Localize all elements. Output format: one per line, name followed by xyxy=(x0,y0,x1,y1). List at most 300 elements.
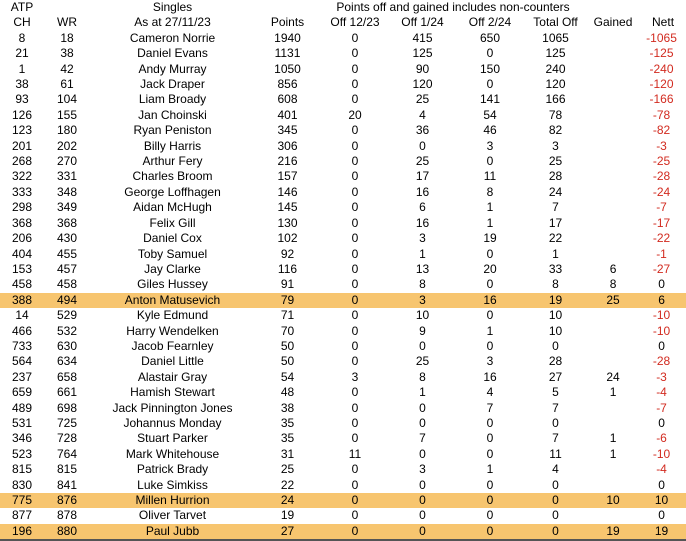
cell-career-high[interactable]: 93 xyxy=(15,92,29,107)
cell-off-1-24[interactable]: 0 xyxy=(419,400,426,415)
cell-off-2-24[interactable]: 0 xyxy=(486,154,494,169)
cell-off-1-24[interactable]: 125 xyxy=(412,46,433,61)
cell-off-1-24[interactable]: 25 xyxy=(415,354,430,369)
cell-off-1-24[interactable]: 4 xyxy=(419,107,426,122)
cell-off-12-23[interactable]: 0 xyxy=(351,400,359,415)
cell-career-high[interactable]: 126 xyxy=(11,107,33,122)
cell-points[interactable]: 1131 xyxy=(274,46,301,61)
cell-career-high[interactable]: 123 xyxy=(11,123,33,138)
cell-points[interactable]: 216 xyxy=(277,154,298,169)
cell-career-high[interactable]: 21 xyxy=(15,46,29,61)
cell-points[interactable]: 48 xyxy=(280,385,295,400)
cell-points[interactable]: 27 xyxy=(255,524,320,540)
cell-player-name[interactable]: Ryan Peniston xyxy=(133,123,212,138)
cell-points[interactable]: 345 xyxy=(277,123,298,138)
cell-off-12-23[interactable]: 0 xyxy=(351,200,359,215)
cell-off-2-24[interactable]: 1 xyxy=(486,462,494,477)
header-nett[interactable]: Nett xyxy=(652,15,675,30)
header-off-12-23[interactable]: Off 12/23 xyxy=(330,15,380,30)
cell-off-1-24[interactable]: 120 xyxy=(412,77,433,92)
cell-gained[interactable]: 24 xyxy=(606,369,620,384)
cell-total-off[interactable]: 1 xyxy=(552,246,559,261)
cell-gained[interactable]: 10 xyxy=(586,493,640,508)
cell-off-2-24[interactable]: 0 xyxy=(455,524,525,540)
cell-player-name[interactable]: Jacob Fearnley xyxy=(131,338,214,353)
cell-off-2-24[interactable]: 1 xyxy=(486,215,494,230)
cell-nett[interactable]: -120 xyxy=(649,77,674,92)
cell-player-name[interactable]: Luke Simkiss xyxy=(137,477,208,492)
cell-off-2-24[interactable]: 0 xyxy=(486,415,494,430)
cell-nett[interactable]: -4 xyxy=(656,385,667,400)
cell-world-ranking[interactable]: 529 xyxy=(56,308,78,323)
cell-total-off[interactable]: 17 xyxy=(548,215,563,230)
cell-career-high[interactable]: 733 xyxy=(11,338,33,353)
cell-off-12-23[interactable]: 0 xyxy=(351,46,359,61)
cell-world-ranking[interactable]: 815 xyxy=(56,462,78,477)
cell-player-name[interactable]: Daniel Evans xyxy=(137,46,208,61)
header-off-2-24[interactable]: Off 2/24 xyxy=(468,15,512,30)
cell-career-high[interactable]: 659 xyxy=(11,385,33,400)
cell-career-high[interactable]: 298 xyxy=(11,200,33,215)
cell-nett[interactable]: -10 xyxy=(652,323,671,338)
cell-points[interactable]: 856 xyxy=(277,77,298,92)
cell-gained[interactable]: 6 xyxy=(609,261,617,276)
cell-nett[interactable]: -82 xyxy=(652,123,671,138)
cell-nett[interactable]: -17 xyxy=(652,215,671,230)
cell-off-12-23[interactable]: 0 xyxy=(351,308,359,323)
cell-nett[interactable]: -6 xyxy=(656,431,667,446)
cell-gained[interactable] xyxy=(586,139,640,154)
cell-gained[interactable] xyxy=(586,308,640,323)
cell-off-12-23[interactable]: 0 xyxy=(351,338,359,353)
cell-off-1-24[interactable]: 415 xyxy=(412,30,433,45)
cell-total-off[interactable]: 120 xyxy=(545,77,566,92)
cell-career-high[interactable]: 564 xyxy=(11,354,33,369)
cell-player-name[interactable]: Daniel Cox xyxy=(143,231,202,246)
cell-world-ranking[interactable]: 155 xyxy=(56,107,78,122)
cell-nett[interactable]: 19 xyxy=(640,524,686,540)
cell-off-1-24[interactable]: 90 xyxy=(415,61,430,76)
cell-points[interactable]: 19 xyxy=(280,508,295,523)
header-ch[interactable]: CH xyxy=(13,15,31,30)
cell-world-ranking[interactable]: 455 xyxy=(56,246,78,261)
cell-off-2-24[interactable]: 0 xyxy=(486,77,494,92)
cell-player-name[interactable]: Jack Draper xyxy=(140,77,205,92)
cell-career-high[interactable]: 333 xyxy=(11,184,33,199)
cell-gained[interactable] xyxy=(586,200,640,215)
cell-gained[interactable] xyxy=(586,478,640,493)
cell-off-12-23[interactable]: 0 xyxy=(351,277,359,292)
cell-off-2-24[interactable]: 1 xyxy=(486,200,494,215)
cell-off-12-23[interactable]: 0 xyxy=(351,169,359,184)
cell-player-name[interactable]: Jay Clarke xyxy=(144,261,201,276)
cell-player-name[interactable]: Anton Matusevich xyxy=(90,293,255,308)
cell-total-off[interactable]: 125 xyxy=(545,46,566,61)
cell-gained[interactable]: 19 xyxy=(586,524,640,540)
cell-gained[interactable] xyxy=(586,339,640,354)
cell-gained[interactable] xyxy=(586,31,640,46)
cell-points[interactable]: 35 xyxy=(280,415,295,430)
cell-player-name[interactable]: Alastair Gray xyxy=(137,369,208,384)
title-empty-cell[interactable] xyxy=(586,0,640,15)
cell-gained[interactable] xyxy=(586,62,640,77)
cell-points[interactable]: 1050 xyxy=(274,61,301,76)
cell-off-12-23[interactable]: 0 xyxy=(351,415,359,430)
cell-player-name[interactable]: Harry Wendelken xyxy=(126,323,219,338)
cell-nett[interactable]: -166 xyxy=(649,92,674,107)
cell-points[interactable]: 102 xyxy=(277,231,298,246)
cell-player-name[interactable]: Cameron Norrie xyxy=(129,30,216,45)
cell-off-2-24[interactable]: 141 xyxy=(479,92,501,107)
cell-off-12-23[interactable]: 11 xyxy=(348,446,362,461)
cell-career-high[interactable]: 206 xyxy=(11,231,33,246)
cell-world-ranking[interactable]: 348 xyxy=(56,184,78,199)
cell-off-1-24[interactable]: 1 xyxy=(419,246,426,261)
cell-player-name[interactable]: Felix Gill xyxy=(149,215,196,230)
cell-world-ranking[interactable]: 658 xyxy=(56,369,78,384)
cell-off-1-24[interactable]: 0 xyxy=(419,477,426,492)
cell-off-12-23[interactable]: 3 xyxy=(351,369,359,384)
cell-points[interactable]: 35 xyxy=(280,431,295,446)
cell-player-name[interactable]: Billy Harris xyxy=(143,138,202,153)
cell-off-2-24[interactable]: 1 xyxy=(486,323,494,338)
cell-off-2-24[interactable]: 16 xyxy=(455,293,525,308)
cell-nett[interactable]: -1 xyxy=(656,246,667,261)
cell-points[interactable]: 306 xyxy=(277,138,298,153)
cell-total-off[interactable]: 4 xyxy=(552,462,559,477)
cell-total-off[interactable]: 11 xyxy=(549,446,562,461)
cell-off-2-24[interactable]: 0 xyxy=(486,308,494,323)
cell-world-ranking[interactable]: 331 xyxy=(56,169,78,184)
cell-world-ranking[interactable]: 61 xyxy=(60,77,74,92)
cell-player-name[interactable]: Johannus Monday xyxy=(123,415,222,430)
cell-nett[interactable]: -78 xyxy=(652,107,671,122)
cell-career-high[interactable]: 830 xyxy=(11,477,33,492)
cell-career-high[interactable]: 8 xyxy=(18,30,26,45)
cell-career-high[interactable]: 196 xyxy=(0,524,44,540)
cell-off-1-24[interactable]: 7 xyxy=(419,431,426,446)
cell-off-1-24[interactable]: 8 xyxy=(419,277,426,292)
cell-off-1-24[interactable]: 13 xyxy=(415,261,430,276)
cell-off-12-23[interactable]: 0 xyxy=(351,508,359,523)
cell-player-name[interactable]: Aidan McHugh xyxy=(133,200,212,215)
cell-off-12-23[interactable]: 0 xyxy=(351,261,359,276)
cell-points[interactable]: 130 xyxy=(277,215,298,230)
cell-total-off[interactable]: 7 xyxy=(552,431,559,446)
cell-player-name[interactable]: Stuart Parker xyxy=(137,431,208,446)
cell-nett[interactable]: 0 xyxy=(658,415,665,430)
cell-total-off[interactable]: 0 xyxy=(552,508,559,523)
cell-player-name[interactable]: Oliver Tarvet xyxy=(138,508,207,523)
header-gained[interactable]: Gained xyxy=(593,15,633,30)
cell-off-12-23[interactable]: 0 xyxy=(351,61,359,76)
cell-total-off[interactable]: 7 xyxy=(552,400,559,415)
cell-player-name[interactable]: Liam Broady xyxy=(138,92,207,107)
cell-total-off[interactable]: 0 xyxy=(552,338,559,353)
cell-world-ranking[interactable]: 876 xyxy=(44,493,90,508)
cell-off-12-23[interactable]: 0 xyxy=(351,462,359,477)
cell-off-2-24[interactable]: 11 xyxy=(483,169,497,184)
cell-total-off[interactable]: 28 xyxy=(548,354,563,369)
cell-points[interactable]: 31 xyxy=(280,446,295,461)
cell-off-12-23[interactable]: 0 xyxy=(351,30,359,45)
cell-world-ranking[interactable]: 880 xyxy=(44,524,90,540)
cell-off-2-24[interactable]: 4 xyxy=(486,385,494,400)
cell-career-high[interactable]: 14 xyxy=(15,308,29,323)
cell-career-high[interactable]: 368 xyxy=(11,215,33,230)
cell-gained[interactable] xyxy=(586,508,640,523)
cell-world-ranking[interactable]: 634 xyxy=(56,354,78,369)
cell-player-name[interactable]: Giles Hussey xyxy=(137,277,208,292)
cell-nett[interactable]: -3 xyxy=(656,138,667,153)
cell-career-high[interactable]: 877 xyxy=(11,508,33,523)
cell-career-high[interactable]: 466 xyxy=(11,323,33,338)
cell-world-ranking[interactable]: 841 xyxy=(56,477,78,492)
cell-player-name[interactable]: Arthur Fery xyxy=(142,154,203,169)
cell-career-high[interactable]: 404 xyxy=(11,246,33,261)
cell-nett[interactable]: 0 xyxy=(658,477,665,492)
cell-career-high[interactable]: 346 xyxy=(11,431,33,446)
cell-off-12-23[interactable]: 0 xyxy=(351,123,359,138)
cell-off-2-24[interactable]: 8 xyxy=(486,184,494,199)
cell-gained[interactable]: 8 xyxy=(609,277,617,292)
cell-off-2-24[interactable]: 20 xyxy=(483,261,497,276)
header-as-at-date[interactable]: As at 27/11/23 xyxy=(134,15,211,30)
cell-world-ranking[interactable]: 368 xyxy=(56,215,78,230)
cell-off-1-24[interactable]: 16 xyxy=(415,215,430,230)
cell-world-ranking[interactable]: 878 xyxy=(56,508,78,523)
cell-off-1-24[interactable]: 0 xyxy=(390,493,455,508)
cell-off-1-24[interactable]: 0 xyxy=(419,446,426,461)
cell-total-off[interactable]: 3 xyxy=(552,138,559,153)
cell-nett[interactable]: 0 xyxy=(658,508,665,523)
cell-player-name[interactable]: Daniel Little xyxy=(141,354,204,369)
cell-nett[interactable]: -27 xyxy=(652,261,671,276)
cell-world-ranking[interactable]: 202 xyxy=(56,138,78,153)
cell-player-name[interactable]: Jan Choinski xyxy=(138,107,207,122)
cell-off-2-24[interactable]: 0 xyxy=(486,338,494,353)
cell-off-1-24[interactable]: 3 xyxy=(419,462,426,477)
cell-gained[interactable] xyxy=(586,123,640,138)
cell-off-2-24[interactable]: 150 xyxy=(479,61,501,76)
cell-world-ranking[interactable]: 764 xyxy=(56,446,78,461)
cell-total-off[interactable]: 82 xyxy=(548,123,563,138)
cell-off-1-24[interactable]: 16 xyxy=(415,184,430,199)
cell-world-ranking[interactable]: 458 xyxy=(56,277,78,292)
cell-nett[interactable]: -240 xyxy=(649,61,674,76)
cell-off-1-24[interactable]: 25 xyxy=(415,154,430,169)
cell-points[interactable]: 157 xyxy=(277,169,298,184)
cell-world-ranking[interactable]: 725 xyxy=(56,415,78,430)
cell-career-high[interactable]: 1 xyxy=(18,61,26,76)
cell-world-ranking[interactable]: 180 xyxy=(56,123,78,138)
cell-gained[interactable] xyxy=(586,216,640,231)
cell-total-off[interactable]: 10 xyxy=(548,308,563,323)
cell-nett[interactable]: 0 xyxy=(658,277,665,292)
cell-career-high[interactable]: 775 xyxy=(0,493,44,508)
cell-off-12-23[interactable]: 0 xyxy=(320,524,390,540)
title-points-note[interactable]: Points off and gained includes non-counters xyxy=(336,0,570,14)
title-empty-cell[interactable] xyxy=(640,0,686,15)
cell-off-1-24[interactable]: 0 xyxy=(419,508,426,523)
cell-player-name[interactable]: Charles Broom xyxy=(132,169,213,184)
cell-career-high[interactable]: 815 xyxy=(11,462,33,477)
cell-off-1-24[interactable]: 0 xyxy=(419,415,426,430)
cell-points[interactable]: 145 xyxy=(277,200,298,215)
cell-nett[interactable]: -4 xyxy=(656,462,667,477)
cell-off-12-23[interactable]: 0 xyxy=(351,138,359,153)
cell-points[interactable]: 608 xyxy=(277,92,298,107)
cell-nett[interactable]: -125 xyxy=(649,46,674,61)
cell-off-1-24[interactable]: 1 xyxy=(419,385,426,400)
cell-off-1-24[interactable]: 3 xyxy=(419,231,426,246)
cell-points[interactable]: 54 xyxy=(280,369,295,384)
cell-career-high[interactable]: 531 xyxy=(11,415,33,430)
cell-off-12-23[interactable]: 0 xyxy=(351,92,359,107)
cell-world-ranking[interactable]: 349 xyxy=(56,200,78,215)
cell-career-high[interactable]: 201 xyxy=(11,138,33,153)
cell-world-ranking[interactable]: 38 xyxy=(60,46,74,61)
cell-off-12-23[interactable]: 0 xyxy=(351,184,359,199)
cell-player-name[interactable]: George Loffhagen xyxy=(124,184,221,199)
cell-off-2-24[interactable]: 0 xyxy=(486,508,494,523)
cell-total-off[interactable]: 0 xyxy=(525,493,586,508)
cell-world-ranking[interactable]: 630 xyxy=(56,338,78,353)
cell-player-name[interactable]: Patrick Brady xyxy=(136,462,209,477)
cell-total-off[interactable]: 0 xyxy=(552,415,559,430)
cell-points[interactable]: 38 xyxy=(280,400,295,415)
cell-off-1-24[interactable]: 6 xyxy=(419,200,426,215)
cell-career-high[interactable]: 458 xyxy=(11,277,33,292)
cell-off-2-24[interactable]: 46 xyxy=(483,123,497,138)
cell-player-name[interactable]: Mark Whitehouse xyxy=(125,446,220,461)
cell-off-1-24[interactable]: 0 xyxy=(419,138,426,153)
cell-career-high[interactable]: 38 xyxy=(15,77,29,92)
cell-career-high[interactable]: 153 xyxy=(11,261,33,276)
cell-total-off[interactable]: 240 xyxy=(545,61,566,76)
header-points[interactable]: Points xyxy=(270,15,305,30)
cell-off-2-24[interactable]: 7 xyxy=(486,400,494,415)
cell-points[interactable]: 50 xyxy=(280,354,295,369)
cell-total-off[interactable]: 24 xyxy=(548,184,563,199)
title-empty-cell[interactable] xyxy=(255,0,320,15)
cell-off-2-24[interactable]: 3 xyxy=(486,354,494,369)
cell-off-1-24[interactable]: 17 xyxy=(415,169,430,184)
title-singles[interactable]: Singles xyxy=(152,0,193,14)
cell-off-12-23[interactable]: 0 xyxy=(351,231,359,246)
cell-gained[interactable] xyxy=(586,77,640,92)
cell-career-high[interactable]: 237 xyxy=(11,369,33,384)
cell-gained[interactable] xyxy=(586,416,640,431)
cell-points[interactable]: 24 xyxy=(255,493,320,508)
cell-world-ranking[interactable]: 270 xyxy=(56,154,78,169)
cell-gained[interactable] xyxy=(586,154,640,169)
cell-career-high[interactable]: 268 xyxy=(11,154,33,169)
cell-total-off[interactable]: 22 xyxy=(548,231,563,246)
cell-nett[interactable]: -1065 xyxy=(646,30,677,45)
cell-off-1-24[interactable]: 25 xyxy=(415,92,430,107)
cell-off-2-24[interactable]: 0 xyxy=(486,446,494,461)
cell-points[interactable]: 116 xyxy=(277,261,298,276)
cell-gained[interactable]: 1 xyxy=(609,446,617,461)
cell-off-12-23[interactable]: 0 xyxy=(351,77,359,92)
cell-points[interactable]: 92 xyxy=(280,246,295,261)
cell-off-2-24[interactable]: 0 xyxy=(486,431,494,446)
cell-points[interactable]: 71 xyxy=(280,308,295,323)
cell-nett[interactable]: 10 xyxy=(640,493,686,508)
cell-nett[interactable]: -10 xyxy=(652,446,671,461)
cell-career-high[interactable]: 388 xyxy=(0,293,44,308)
cell-gained[interactable] xyxy=(586,324,640,339)
cell-nett[interactable]: 6 xyxy=(640,293,686,308)
cell-world-ranking[interactable]: 18 xyxy=(60,30,74,45)
cell-gained[interactable] xyxy=(586,108,640,123)
header-total-off[interactable]: Total Off xyxy=(533,15,578,30)
cell-total-off[interactable]: 7 xyxy=(552,200,559,215)
cell-career-high[interactable]: 523 xyxy=(11,446,33,461)
cell-off-2-24[interactable]: 0 xyxy=(486,46,494,61)
cell-off-12-23[interactable]: 0 xyxy=(320,493,390,508)
header-off-1-24[interactable]: Off 1/24 xyxy=(401,15,444,30)
cell-off-2-24[interactable]: 0 xyxy=(455,493,525,508)
cell-nett[interactable]: -28 xyxy=(652,354,671,369)
cell-total-off[interactable]: 1065 xyxy=(542,30,569,45)
title-atp[interactable]: ATP xyxy=(10,0,34,14)
cell-world-ranking[interactable]: 532 xyxy=(56,323,78,338)
cell-off-1-24[interactable]: 3 xyxy=(390,293,455,308)
cell-gained[interactable] xyxy=(586,46,640,61)
cell-off-1-24[interactable]: 8 xyxy=(419,369,426,384)
cell-world-ranking[interactable]: 42 xyxy=(60,61,74,76)
cell-off-12-23[interactable]: 0 xyxy=(351,431,359,446)
cell-player-name[interactable]: Millen Hurrion xyxy=(90,493,255,508)
cell-off-1-24[interactable]: 36 xyxy=(415,123,430,138)
cell-world-ranking[interactable]: 494 xyxy=(44,293,90,308)
cell-gained[interactable] xyxy=(586,247,640,262)
cell-off-2-24[interactable]: 19 xyxy=(483,231,497,246)
cell-world-ranking[interactable]: 104 xyxy=(56,92,78,107)
cell-nett[interactable]: -10 xyxy=(652,308,671,323)
cell-off-2-24[interactable]: 0 xyxy=(486,477,494,492)
cell-gained[interactable]: 25 xyxy=(586,293,640,308)
cell-total-off[interactable]: 0 xyxy=(525,524,586,540)
cell-off-1-24[interactable]: 0 xyxy=(390,524,455,540)
cell-points[interactable]: 401 xyxy=(277,107,298,122)
cell-total-off[interactable]: 19 xyxy=(525,293,586,308)
cell-off-2-24[interactable]: 3 xyxy=(486,138,494,153)
cell-nett[interactable]: -22 xyxy=(652,231,671,246)
cell-points[interactable]: 22 xyxy=(280,477,295,492)
cell-total-off[interactable]: 8 xyxy=(552,277,559,292)
cell-nett[interactable]: -24 xyxy=(652,184,671,199)
cell-gained[interactable] xyxy=(586,231,640,246)
title-empty-cell[interactable] xyxy=(44,0,90,15)
cell-player-name[interactable]: Toby Samuel xyxy=(137,246,208,261)
header-wr[interactable]: WR xyxy=(57,15,77,30)
cell-points[interactable]: 146 xyxy=(277,184,298,199)
cell-player-name[interactable]: Hamish Stewart xyxy=(130,385,215,400)
cell-total-off[interactable]: 33 xyxy=(548,261,563,276)
cell-points[interactable]: 79 xyxy=(255,293,320,308)
cell-points[interactable]: 91 xyxy=(280,277,295,292)
cell-nett[interactable]: -7 xyxy=(656,400,667,415)
cell-total-off[interactable]: 25 xyxy=(548,154,563,169)
cell-points[interactable]: 50 xyxy=(280,338,295,353)
cell-off-12-23[interactable]: 0 xyxy=(351,323,359,338)
cell-off-12-23[interactable]: 0 xyxy=(351,385,359,400)
cell-points[interactable]: 25 xyxy=(280,462,295,477)
cell-total-off[interactable]: 27 xyxy=(548,369,563,384)
